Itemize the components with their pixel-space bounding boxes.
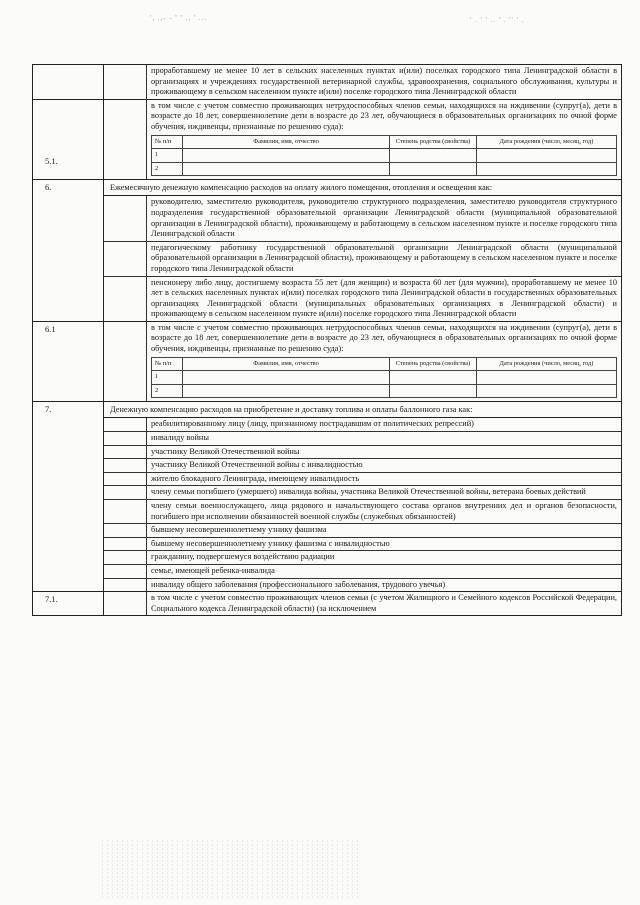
checkbox-cell[interactable] xyxy=(104,565,147,578)
option-cell xyxy=(104,579,621,592)
birth-date-field[interactable] xyxy=(477,149,617,163)
checkbox-cell[interactable] xyxy=(104,459,147,472)
table-row: 2 xyxy=(152,384,617,398)
col-relationship: Степень родства (свойства) xyxy=(390,357,477,371)
option-text: гражданину, подвергшемуся воздействию радиации xyxy=(151,552,335,562)
col-birth-date: Дата рождения (число, месяц, год) xyxy=(477,135,617,149)
birth-date-field[interactable] xyxy=(477,384,617,398)
table-row: 2 xyxy=(152,162,617,176)
option-text: члену семьи военнослужащего, лица рядового и начальствующего состава органов внутренних дел и органов безопасности, погибшего при исполнении обязанностей военной службы (служебных обязанностей) xyxy=(151,501,617,521)
checkbox-cell[interactable] xyxy=(104,418,147,431)
row-number: 6. xyxy=(45,182,52,193)
option-cell xyxy=(104,500,621,524)
checkbox-cell[interactable] xyxy=(104,322,147,402)
col-relationship: Степень родства (свойства) xyxy=(390,135,477,149)
row-number-cell xyxy=(33,322,104,402)
birth-date-field[interactable] xyxy=(477,371,617,385)
checkbox-cell[interactable] xyxy=(104,524,147,537)
family-members-table xyxy=(151,357,617,399)
option-text: бывшему несовершеннолетнему узнику фашизма xyxy=(151,525,327,535)
option-cell xyxy=(104,486,621,500)
option-text: жителю блокадного Ленинграда, имеющему инвалидность xyxy=(151,473,360,483)
option-cell xyxy=(104,592,621,615)
row-7-1 xyxy=(32,592,622,616)
relationship-field[interactable] xyxy=(390,149,477,163)
option-text: в том числе с учетом совместно проживающих нетрудоспособных членов семьи, находящихся на иждивении (супруг(а), дети в возрасте до 18 лет, совершеннолетние дети в возрасте до 23 лет, обучающиеся в образовательных организациях по очной форме обучения, иждивенцы, признанные по решению суда): xyxy=(151,322,617,354)
option-text: семье, имеющей ребенка-инвалида xyxy=(151,565,275,575)
option-cell xyxy=(104,418,621,432)
row-number: 7. xyxy=(45,404,52,415)
option-cell xyxy=(104,242,621,277)
relationship-field[interactable] xyxy=(390,384,477,398)
checkbox-cell[interactable] xyxy=(104,65,147,99)
option-text: руководителю, заместителю руководителя, руководителю структурного подразделения, заместителю руководителя структурного подразделения государственной образовательной организации Ленинградской области (муниципальной образовательной организации в Ленинградской области), проживающему и работающему в сельском населенном пункте и поселке городского типа Ленинградской области xyxy=(151,197,617,239)
checkbox-cell[interactable] xyxy=(104,579,147,592)
table-row: 1 xyxy=(152,371,617,385)
application-form-table xyxy=(32,64,622,616)
row-number-cell xyxy=(33,402,104,591)
section-heading: Денежную компенсацию расходов на приобретение и доставку топлива и оплаты баллонного газа как: xyxy=(104,402,621,418)
full-name-field[interactable] xyxy=(183,162,390,176)
row-7 xyxy=(32,402,622,592)
option-text: в том числе с учетом совместно проживающих нетрудоспособных членов семьи, находящихся на иждивении (супруг(а), дети в возрасте до 18 лет, совершеннолетние дети в возрасте до 23 лет, обучающиеся в образовательных организациях по очной форме обучения, иждивенцы, признанные по решению суда): xyxy=(151,100,617,131)
option-cell xyxy=(104,196,621,241)
option-text: бывшему несовершеннолетнему узнику фашизма с инвалидностью xyxy=(151,538,390,548)
option-cell xyxy=(104,473,621,487)
checkbox-cell[interactable] xyxy=(104,446,147,459)
option-text: инвалиду общего заболевания (профессионального заболевания, трудового увечья) xyxy=(151,579,446,589)
option-text: члену семьи погибшего (умершего) инвалида войны, участника Великой Отечественной войны, ветерана боевых действий xyxy=(151,487,586,497)
checkbox-cell[interactable] xyxy=(104,277,147,321)
row-number: 5.1. xyxy=(45,155,58,166)
row-number: 7.1. xyxy=(45,594,58,605)
row-number-cell xyxy=(33,180,104,321)
option-cell xyxy=(104,65,621,99)
col-full-name: Фамилия, имя, отчество xyxy=(183,135,390,149)
checkbox-cell[interactable] xyxy=(104,592,147,615)
option-cell xyxy=(104,551,621,565)
full-name-field[interactable] xyxy=(183,384,390,398)
section-heading: Ежемесячную денежную компенсацию расходов на оплату жилого помещения, отопления и освещения как: xyxy=(104,180,621,196)
checkbox-cell[interactable] xyxy=(104,473,147,486)
option-cell xyxy=(104,524,621,538)
relationship-field[interactable] xyxy=(390,371,477,385)
checkbox-cell[interactable] xyxy=(104,242,147,276)
row-6 xyxy=(32,180,622,322)
option-text: участнику Великой Отечественной войны xyxy=(151,446,300,456)
checkbox-cell[interactable] xyxy=(104,196,147,240)
checkbox-cell[interactable] xyxy=(104,551,147,564)
col-number: № п/п xyxy=(152,135,183,149)
row-number-cell xyxy=(33,592,104,615)
option-text: проработавшему не менее 10 лет в сельских населенных пунктах и(или) поселках городского типа Ленинградской области в организациях и учреждениях государственной ветеринарной службы, здравоохранения, социального обслуживания, культуры и проживающему в сельском населенном пункте и(или) поселке городского типа Ленинградской области xyxy=(151,66,617,97)
checkbox-cell[interactable] xyxy=(104,500,147,523)
row-6-1 xyxy=(32,322,622,403)
relationship-field[interactable] xyxy=(390,162,477,176)
row-number-cell xyxy=(33,65,104,99)
col-number: № п/п xyxy=(152,357,183,371)
birth-date-field[interactable] xyxy=(477,162,617,176)
option-text: педагогическому работнику государственной образовательной организации Ленинградской области (муниципальной образовательной организации в Ленинградской области), проживающему и работающему в сельском населенном пункте и поселке городского типа Ленинградской области xyxy=(151,242,617,273)
option-cell xyxy=(104,432,621,446)
col-birth-date: Дата рождения (число, месяц, год) xyxy=(477,357,617,371)
scan-noise-right: ' . ' ' .. ' . '' ' . xyxy=(470,16,525,24)
option-text: реабилитированному лицу (лицу, признанному пострадавшим от политических репрессий) xyxy=(151,419,474,429)
option-cell xyxy=(104,277,621,321)
row-5-1 xyxy=(32,100,622,181)
option-cell xyxy=(104,565,621,579)
full-name-field[interactable] xyxy=(183,371,390,385)
option-cell xyxy=(104,322,621,402)
row-number: 6.1 xyxy=(45,323,56,334)
option-cell xyxy=(104,100,621,180)
table-row: 1 xyxy=(152,149,617,163)
option-cell xyxy=(104,538,621,552)
checkbox-cell[interactable] xyxy=(104,486,147,499)
option-cell xyxy=(104,446,621,460)
scan-noise-left: ', .,- - ' ' ., ' ... xyxy=(150,14,207,22)
row-number-cell xyxy=(33,100,104,180)
option-cell xyxy=(104,459,621,473)
option-text: пенсионеру либо лицу, достигшему возраста 55 лет (для женщин) и возраста 60 лет (для мужчин), проработавшему не менее 10 лет в сельских населенных пунктах и(или) поселках городского типа Ленинградской области в государственных образовательных организациях Ленинградской области (муниципальных образовательных организациях в Ленинградской области) и проживающему в сельском населенном пункте и(или) поселке городского типа Ленинградской области xyxy=(151,277,617,319)
row-5-continuation xyxy=(32,65,622,100)
full-name-field[interactable] xyxy=(183,149,390,163)
checkbox-cell[interactable] xyxy=(104,538,147,551)
scan-noise-area xyxy=(100,839,360,899)
option-text: инвалиду войны xyxy=(151,433,209,443)
family-members-table xyxy=(151,135,617,177)
checkbox-cell[interactable] xyxy=(104,100,147,180)
col-full-name: Фамилия, имя, отчество xyxy=(183,357,390,371)
option-text: участнику Великой Отечественной войны с инвалидностью xyxy=(151,460,363,470)
checkbox-cell[interactable] xyxy=(104,432,147,445)
option-text: в том числе с учетом совместно проживающих членов семьи (с учетом Жилищного и Семейного кодексов Российской Федерации, Социального кодекса Ленинградской области) (за исключением xyxy=(151,593,617,613)
